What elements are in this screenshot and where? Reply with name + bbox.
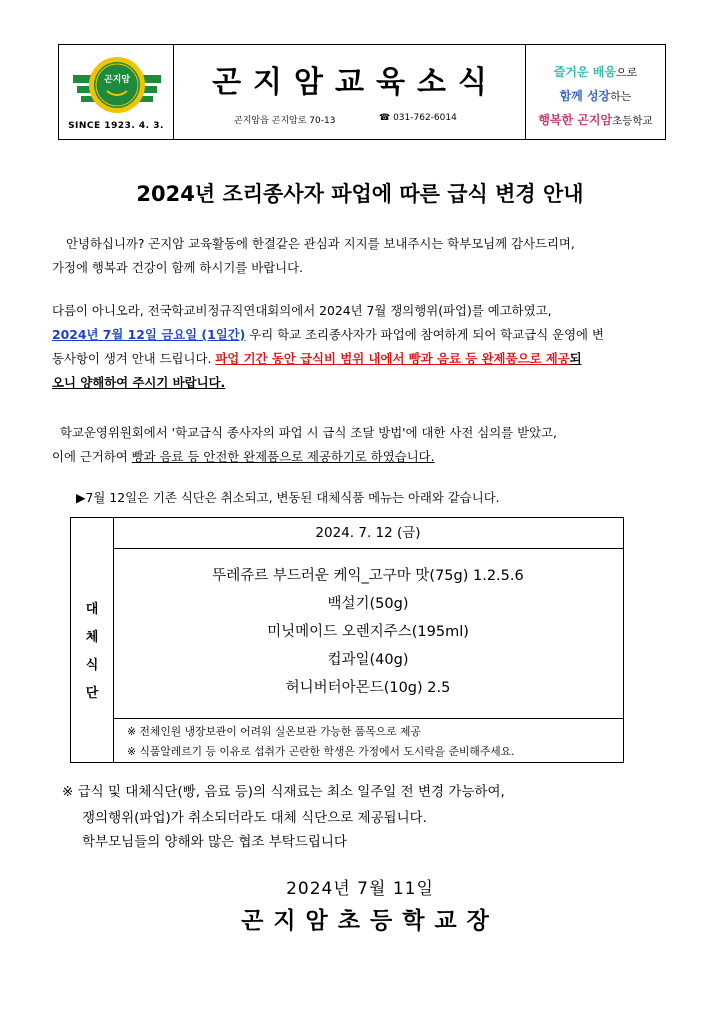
greeting-paragraph [52, 232, 575, 280]
menu-notes [113, 718, 623, 762]
school-address: 곤지암읍 곤지암로 70-13 [234, 116, 336, 126]
menu-items [113, 548, 623, 719]
substitute-menu-table [70, 517, 624, 763]
menu-item: 뚜레쥬르 부드러운 케익_고구마 맛(75g) 1.2.5.6 [212, 568, 524, 584]
motto-line-1: 즐거운 배움으로 [553, 65, 638, 79]
newsletter-title-box [174, 44, 526, 140]
motto-line-3: 행복한 곤지암초등학교 [538, 113, 653, 127]
motto-line-2: 함께 성장하는 [559, 89, 632, 103]
side-label-char: 대 [85, 602, 99, 617]
notice-line-1: 다름이 아니오라, 전국학교비정규직연대회의에서 2024년 7월 쟁의행위(파업)를 예고하였고, [52, 303, 552, 318]
menu-item: 미닛메이드 오렌지주스(195ml) [267, 624, 469, 640]
school-phone: ☎ 031-762-6014 [379, 113, 457, 123]
menu-intro: ▶7월 12일은 기존 식단은 취소되고, 변동된 대체식품 메뉴는 아래와 같습니다. [76, 490, 500, 505]
school-logo-box [58, 44, 174, 140]
sign-date: 2024년 7월 11일 [286, 879, 434, 899]
notice-line-2: 2024년 7월 12일 금요일 (1일간) 우리 학교 조리종사자가 파업에 참여하게 되어 학교급식 운영에 변 [52, 327, 604, 342]
replacement-notice: 파업 기간 동안 급식비 범위 내에서 빵과 음료 등 완제품으로 제공 [215, 351, 570, 366]
menu-item: 허니버터아몬드(10g) 2.5 [285, 680, 451, 696]
strike-notice-paragraph [52, 299, 604, 395]
side-label-char: 체 [85, 630, 99, 645]
greeting-line-2: 가정에 행복과 건강이 함께 하시기를 바랍니다. [52, 260, 304, 275]
logo-text: 곤지암 [103, 75, 131, 85]
menu-date: 2024. 7. 12 (금) [113, 518, 623, 549]
since-date: SINCE 1923. 4. 3. [68, 121, 164, 131]
principal-signature: 곤지암초등학교장 [241, 908, 499, 934]
committee-line-1: 학교운영위원회에서 '학교급식 종사자의 파업 시 급식 조달 방법'에 대한 사전 심의를 받았고, [60, 425, 557, 440]
committee-line-2: 이에 근거하여 빵과 음료 등 안전한 완제품으로 제공하기로 하였습니다. [52, 449, 435, 464]
school-emblem-icon [67, 53, 167, 117]
newsletter-title: 곤지암교육소식 [212, 65, 499, 100]
document-title: 2024년 조리종사자 파업에 따른 급식 변경 안내 [136, 182, 584, 206]
footer-note-3: 학부모님들의 양해와 많은 협조 부탁드립니다 [82, 834, 347, 850]
footer-note-2: 쟁의행위(파업)가 취소되더라도 대체 식단으로 제공됩니다. [82, 810, 427, 826]
school-motto-box [526, 44, 666, 140]
menu-note: ※ 식품알레르기 등 이유로 섭취가 곤란한 학생은 가정에서 도시락을 준비해주세요. [127, 745, 515, 758]
footer-note-1: ※ 급식 및 대체식단(빵, 음료 등)의 식재료는 최소 일주일 전 변경 가능하여, [62, 784, 505, 800]
side-label-char: 식 [85, 658, 99, 673]
side-label-char: 단 [85, 686, 99, 701]
menu-item: 컵과일(40g) [327, 652, 409, 668]
committee-paragraph [52, 421, 557, 469]
greeting-line-1: 안녕하십니까? 곤지암 교육활동에 한결같은 관심과 지지를 보내주시는 학부모님께 감사드리며, [66, 236, 575, 251]
table-side-label [71, 518, 114, 762]
strike-date: 2024년 7월 12일 금요일 (1일간) [52, 327, 246, 342]
menu-item: 백설기(50g) [327, 596, 409, 612]
menu-note: ※ 전체인원 냉장보관이 어려워 실온보관 가능한 품목으로 제공 [127, 725, 421, 738]
notice-line-4: 오니 양해하여 주시기 바랍니다. [52, 375, 226, 390]
notice-line-3: 동사항이 생겨 안내 드립니다. 파업 기간 동안 급식비 범위 내에서 빵과 음료 등 완제품으로 제공되 [52, 351, 582, 366]
